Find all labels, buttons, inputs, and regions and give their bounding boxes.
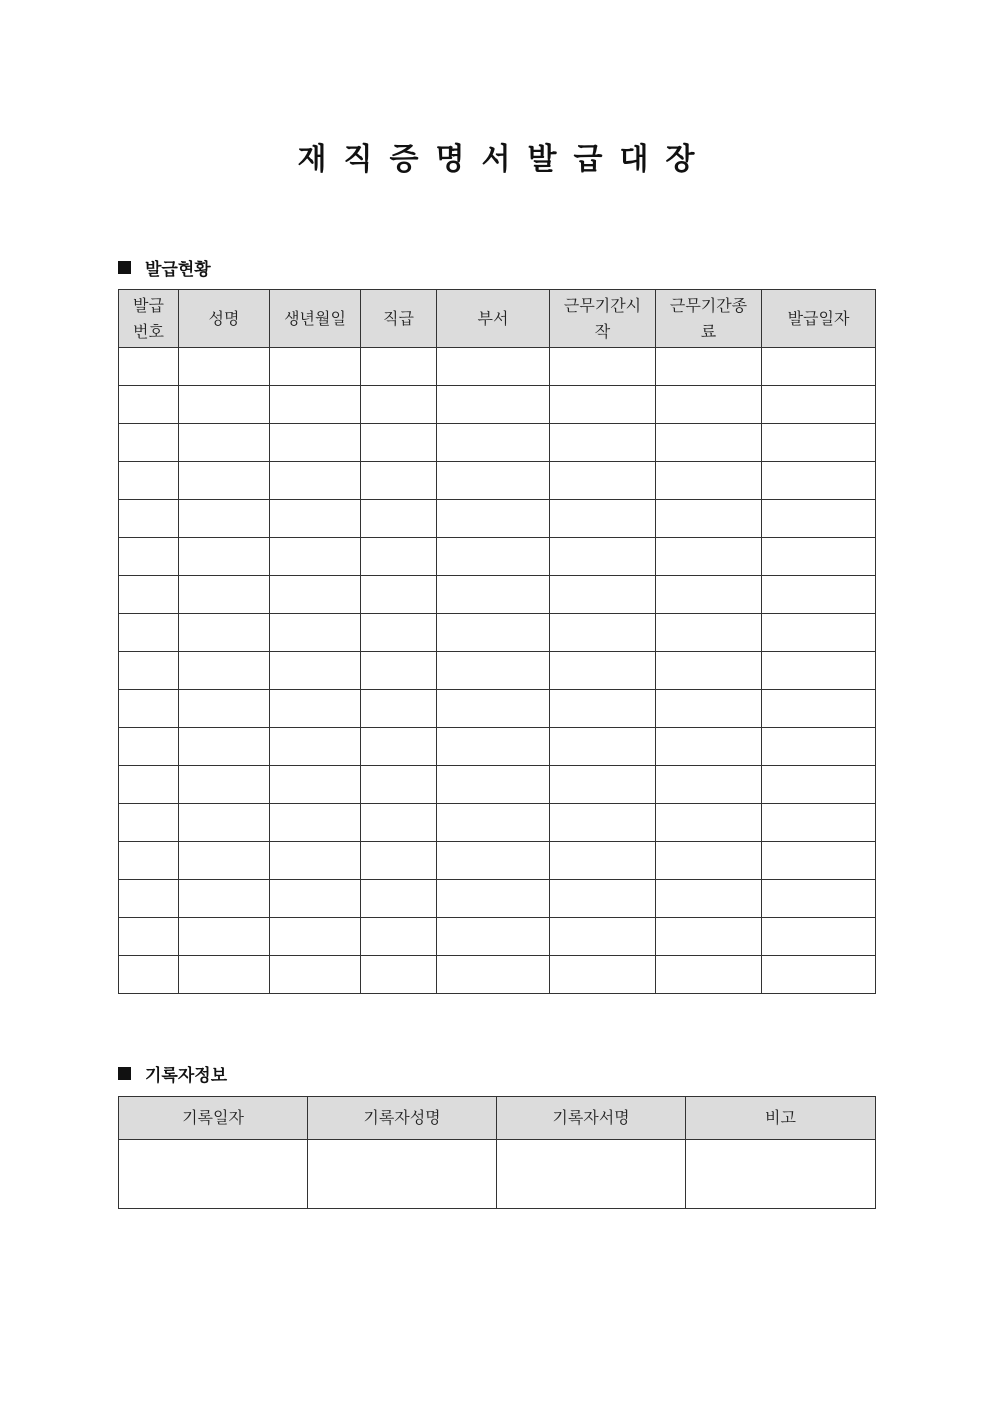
- recorder-section-heading: [118, 1061, 227, 1086]
- title-char: 대: [619, 142, 649, 177]
- table-cell[interactable]: [762, 842, 876, 880]
- table-cell[interactable]: [119, 690, 179, 728]
- table-cell[interactable]: [550, 576, 656, 614]
- table-cell[interactable]: [179, 500, 270, 538]
- table-cell[interactable]: [550, 956, 656, 994]
- table-cell[interactable]: [656, 956, 762, 994]
- table-cell[interactable]: [361, 766, 437, 804]
- table-cell[interactable]: [656, 804, 762, 842]
- table-cell[interactable]: [550, 690, 656, 728]
- table-cell[interactable]: [119, 1140, 308, 1209]
- table-cell[interactable]: [179, 424, 270, 462]
- table-cell[interactable]: [270, 766, 361, 804]
- issue-section-heading-label: 발급현황: [145, 260, 211, 280]
- table-cell[interactable]: [119, 842, 179, 880]
- table-cell[interactable]: [762, 500, 876, 538]
- table-cell[interactable]: [361, 880, 437, 918]
- column-header: 기록일자: [119, 1097, 308, 1140]
- table-cell[interactable]: [361, 614, 437, 652]
- table-cell[interactable]: [361, 804, 437, 842]
- table-cell[interactable]: [550, 500, 656, 538]
- table-cell[interactable]: [656, 462, 762, 500]
- table-cell[interactable]: [361, 386, 437, 424]
- table-cell[interactable]: [437, 462, 550, 500]
- table-cell[interactable]: [762, 728, 876, 766]
- table-cell[interactable]: [270, 652, 361, 690]
- table-cell[interactable]: [270, 538, 361, 576]
- table-cell[interactable]: [179, 348, 270, 386]
- table-cell[interactable]: [179, 690, 270, 728]
- table-row: [119, 1140, 876, 1209]
- table-cell[interactable]: [179, 804, 270, 842]
- table-cell[interactable]: [270, 386, 361, 424]
- table-cell[interactable]: [270, 918, 361, 956]
- table-cell[interactable]: [179, 462, 270, 500]
- table-cell[interactable]: [656, 538, 762, 576]
- table-cell[interactable]: [119, 538, 179, 576]
- table-cell[interactable]: [361, 576, 437, 614]
- table-cell[interactable]: [437, 424, 550, 462]
- table-cell[interactable]: [656, 842, 762, 880]
- table-cell[interactable]: [270, 614, 361, 652]
- table-cell[interactable]: [550, 842, 656, 880]
- table-cell[interactable]: [119, 918, 179, 956]
- recorder-table: [118, 1096, 876, 1209]
- table-cell[interactable]: [550, 462, 656, 500]
- table-row: [119, 576, 876, 614]
- table-cell[interactable]: [437, 614, 550, 652]
- table-cell[interactable]: [179, 614, 270, 652]
- table-cell[interactable]: [119, 766, 179, 804]
- table-cell[interactable]: [550, 424, 656, 462]
- table-row: [119, 348, 876, 386]
- table-cell[interactable]: [762, 956, 876, 994]
- table-cell[interactable]: [437, 576, 550, 614]
- table-cell[interactable]: [762, 576, 876, 614]
- table-row: [119, 956, 876, 994]
- table-cell[interactable]: [179, 728, 270, 766]
- table-cell[interactable]: [550, 918, 656, 956]
- issue-table: [118, 289, 876, 994]
- table-cell[interactable]: [656, 500, 762, 538]
- table-row: [119, 500, 876, 538]
- table-cell[interactable]: [179, 918, 270, 956]
- recorder-table-header-row: [119, 1097, 876, 1140]
- table-cell[interactable]: [119, 500, 179, 538]
- table-row: [119, 804, 876, 842]
- title-char: 장: [665, 142, 695, 177]
- table-cell[interactable]: [270, 462, 361, 500]
- table-cell[interactable]: [119, 386, 179, 424]
- table-cell[interactable]: [361, 348, 437, 386]
- table-cell[interactable]: [119, 424, 179, 462]
- table-cell[interactable]: [550, 880, 656, 918]
- table-cell[interactable]: [550, 652, 656, 690]
- table-cell[interactable]: [119, 652, 179, 690]
- table-cell[interactable]: [656, 424, 762, 462]
- table-cell[interactable]: [550, 804, 656, 842]
- title-char: 발: [527, 142, 557, 177]
- title-char: 급: [573, 142, 603, 177]
- table-cell[interactable]: [762, 462, 876, 500]
- table-cell[interactable]: [361, 918, 437, 956]
- table-cell[interactable]: [656, 690, 762, 728]
- table-cell[interactable]: [119, 462, 179, 500]
- table-cell[interactable]: [270, 348, 361, 386]
- table-cell[interactable]: [270, 880, 361, 918]
- table-row: [119, 690, 876, 728]
- table-cell[interactable]: [550, 728, 656, 766]
- table-cell[interactable]: [656, 652, 762, 690]
- table-cell[interactable]: [179, 880, 270, 918]
- table-cell[interactable]: [437, 956, 550, 994]
- table-cell[interactable]: [762, 880, 876, 918]
- table-cell[interactable]: [437, 538, 550, 576]
- recorder-section-heading-label: 기록자정보: [145, 1066, 228, 1086]
- table-cell[interactable]: [656, 614, 762, 652]
- table-cell[interactable]: [361, 728, 437, 766]
- table-cell[interactable]: [308, 1140, 497, 1209]
- table-cell[interactable]: [762, 652, 876, 690]
- table-cell[interactable]: [119, 728, 179, 766]
- table-cell[interactable]: [762, 538, 876, 576]
- table-cell[interactable]: [119, 576, 179, 614]
- table-row: [119, 766, 876, 804]
- table-cell[interactable]: [550, 348, 656, 386]
- table-cell[interactable]: [762, 386, 876, 424]
- title-char: 서: [481, 142, 511, 177]
- table-cell[interactable]: [361, 462, 437, 500]
- column-header: 성명: [179, 290, 270, 348]
- table-cell[interactable]: [762, 690, 876, 728]
- table-cell[interactable]: [550, 386, 656, 424]
- table-cell[interactable]: [550, 766, 656, 804]
- table-cell[interactable]: [361, 842, 437, 880]
- column-header: 부서: [437, 290, 550, 348]
- table-cell[interactable]: [656, 386, 762, 424]
- table-cell[interactable]: [179, 652, 270, 690]
- table-cell[interactable]: [270, 500, 361, 538]
- table-row: [119, 538, 876, 576]
- table-cell[interactable]: [179, 766, 270, 804]
- table-row: [119, 842, 876, 880]
- page-title: [0, 134, 992, 178]
- table-cell[interactable]: [437, 918, 550, 956]
- table-cell[interactable]: [686, 1140, 876, 1209]
- table-cell[interactable]: [656, 576, 762, 614]
- square-bullet-icon: [118, 261, 131, 274]
- table-cell[interactable]: [361, 690, 437, 728]
- table-cell[interactable]: [497, 1140, 686, 1209]
- table-cell[interactable]: [656, 348, 762, 386]
- title-char: 명: [435, 142, 465, 177]
- table-cell[interactable]: [361, 652, 437, 690]
- table-cell[interactable]: [656, 918, 762, 956]
- table-cell[interactable]: [762, 348, 876, 386]
- table-cell[interactable]: [119, 880, 179, 918]
- table-row: [119, 728, 876, 766]
- table-cell[interactable]: [656, 766, 762, 804]
- issue-table-header-row: [119, 290, 876, 348]
- column-header: 기록자서명: [497, 1097, 686, 1140]
- table-cell[interactable]: [437, 348, 550, 386]
- table-cell[interactable]: [119, 348, 179, 386]
- column-header: 근무기간시 작: [550, 290, 656, 348]
- table-cell[interactable]: [270, 804, 361, 842]
- table-cell[interactable]: [437, 500, 550, 538]
- issue-section-heading: [118, 255, 211, 280]
- table-cell[interactable]: [437, 652, 550, 690]
- table-cell[interactable]: [656, 728, 762, 766]
- table-cell[interactable]: [550, 538, 656, 576]
- table-cell[interactable]: [361, 538, 437, 576]
- table-cell[interactable]: [361, 424, 437, 462]
- table-cell[interactable]: [179, 576, 270, 614]
- table-cell[interactable]: [270, 690, 361, 728]
- table-cell[interactable]: [179, 842, 270, 880]
- table-row: [119, 918, 876, 956]
- table-cell[interactable]: [437, 766, 550, 804]
- table-cell[interactable]: [762, 918, 876, 956]
- column-header: 발급일자: [762, 290, 876, 348]
- table-cell[interactable]: [762, 424, 876, 462]
- table-cell[interactable]: [270, 842, 361, 880]
- table-row: [119, 386, 876, 424]
- table-row: [119, 652, 876, 690]
- table-cell[interactable]: [656, 880, 762, 918]
- table-cell[interactable]: [361, 956, 437, 994]
- table-cell[interactable]: [270, 576, 361, 614]
- column-header: 기록자성명: [308, 1097, 497, 1140]
- table-cell[interactable]: [270, 956, 361, 994]
- table-cell[interactable]: [762, 766, 876, 804]
- title-char: 재: [297, 142, 327, 177]
- table-cell[interactable]: [119, 804, 179, 842]
- table-cell[interactable]: [270, 728, 361, 766]
- table-cell[interactable]: [762, 614, 876, 652]
- table-cell[interactable]: [550, 614, 656, 652]
- table-cell[interactable]: [270, 424, 361, 462]
- column-header: 비고: [686, 1097, 876, 1140]
- table-cell[interactable]: [179, 538, 270, 576]
- column-header: 직급: [361, 290, 437, 348]
- table-row: [119, 424, 876, 462]
- column-header: 생년월일: [270, 290, 361, 348]
- table-cell[interactable]: [437, 728, 550, 766]
- table-row: [119, 614, 876, 652]
- title-char: 증: [389, 142, 419, 177]
- table-cell[interactable]: [437, 880, 550, 918]
- table-cell[interactable]: [179, 956, 270, 994]
- column-header: 발급 번호: [119, 290, 179, 348]
- table-cell[interactable]: [437, 842, 550, 880]
- table-row: [119, 462, 876, 500]
- title-char: 직: [343, 142, 373, 177]
- table-cell[interactable]: [437, 804, 550, 842]
- table-cell[interactable]: [119, 956, 179, 994]
- table-cell[interactable]: [361, 500, 437, 538]
- table-cell[interactable]: [119, 614, 179, 652]
- table-cell[interactable]: [437, 386, 550, 424]
- column-header: 근무기간종 료: [656, 290, 762, 348]
- table-cell[interactable]: [762, 804, 876, 842]
- table-cell[interactable]: [179, 386, 270, 424]
- table-row: [119, 880, 876, 918]
- square-bullet-icon: [118, 1067, 131, 1080]
- table-cell[interactable]: [437, 690, 550, 728]
